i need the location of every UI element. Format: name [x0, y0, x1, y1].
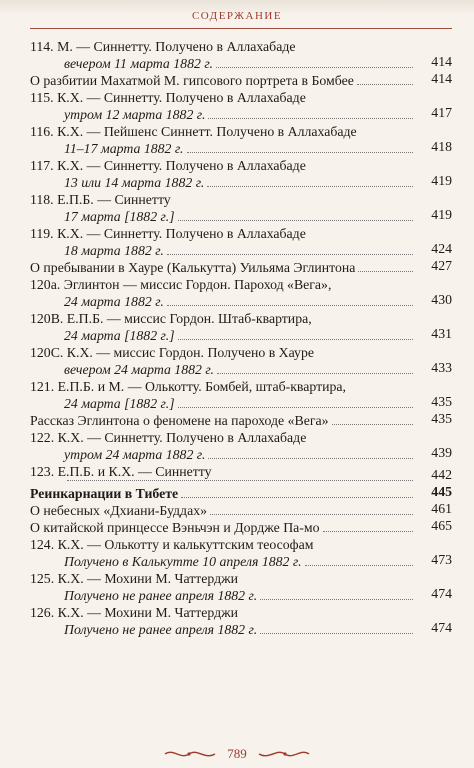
dot-leader	[181, 497, 413, 498]
entry-page-number: 439	[431, 445, 452, 460]
entry-text: Получено не ранее апреля 1882 г.	[64, 588, 258, 603]
entry-page-number: 414	[431, 71, 452, 86]
dot-leader	[358, 271, 413, 272]
entry-text: Получено не ранее апреля 1882 г.	[64, 622, 258, 637]
dot-leader	[305, 565, 413, 566]
dot-leader	[178, 339, 413, 340]
entry-text: 117. К.Х. — Синнетту. Получено в Аллахабаде	[30, 158, 306, 173]
entry-page-number: 414	[431, 54, 452, 69]
toc-entry	[30, 123, 452, 157]
entry-page-number: 424	[431, 241, 452, 256]
running-header: СОДЕРЖАНИЕ	[191, 10, 283, 22]
dot-leader	[208, 458, 413, 459]
entry-page-number: 435	[431, 411, 452, 426]
entry-text: вечером 11 марта 1882 г.	[64, 56, 213, 71]
entry-text: О китайской принцессе Вэньчэн и Дордже Па-мо	[30, 520, 320, 535]
entry-text: вечером 24 марта 1882 г.	[64, 362, 215, 377]
toc-entry	[30, 89, 452, 123]
dot-leader	[210, 514, 413, 515]
entry-page-number: 474	[431, 586, 452, 601]
toc-entry	[30, 485, 452, 502]
toc-entry	[30, 259, 452, 276]
page-footer	[0, 746, 474, 762]
entry-text: 123. Е.П.Б. и К.Х. — Синнетту	[30, 464, 212, 479]
dot-leader	[217, 373, 413, 374]
entry-text: Реинкарнации в Тибете	[30, 486, 179, 501]
dot-leader	[323, 531, 413, 532]
toc-entry	[30, 604, 452, 638]
entry-page-number: 445	[431, 484, 452, 499]
entry-text: 118. Е.П.Б. — Синнетту	[30, 192, 171, 207]
toc-entry	[30, 570, 452, 604]
header-rule	[30, 28, 452, 29]
dot-leader	[216, 67, 413, 68]
dot-leader	[332, 424, 413, 425]
toc-entry	[30, 310, 452, 344]
toc-entry	[30, 191, 452, 225]
entry-page-number: 433	[431, 360, 452, 375]
dot-leader	[260, 599, 413, 600]
entry-page-number: 418	[431, 139, 452, 154]
toc-entry	[30, 225, 452, 259]
entry-page-number: 465	[431, 518, 452, 533]
toc-entry	[30, 72, 452, 89]
entry-text: 11–17 марта 1882 г.	[64, 141, 184, 156]
entry-page-number: 417	[431, 105, 452, 120]
entry-text: О небесных «Дхиани-Буддах»	[30, 503, 207, 518]
toc-entry	[30, 502, 452, 519]
entry-text: 116. К.Х. — Пейшенс Синнетт. Получено в Аллахабаде	[30, 124, 357, 139]
toc-entry	[30, 429, 452, 463]
page-number: 789	[227, 746, 247, 761]
entry-text: 18 марта 1882 г.	[64, 243, 164, 258]
entry-text: Рассказ Эглинтона о феномене на пароходе «Вега»	[30, 413, 329, 428]
entry-page-number: 442	[431, 467, 452, 482]
toc-entry	[30, 344, 452, 378]
entry-text: 119. К.Х. — Синнетту. Получено в Аллахабаде	[30, 226, 306, 241]
entry-text: 17 марта [1882 г.]	[64, 209, 175, 224]
entry-page-number: 461	[431, 501, 452, 516]
entry-text: 126. К.Х. — Мохини М. Чаттерджи	[30, 605, 239, 620]
toc-entry	[30, 519, 452, 536]
toc-entry	[30, 412, 452, 429]
entry-text: О разбитии Махатмой М. гипсового портрета в Бомбее	[30, 73, 354, 88]
entry-text: 124. К.Х. — Олькотту и калькуттским теософам	[30, 537, 314, 552]
entry-text: 120a. Эглинтон — миссис Гордон. Пароход «Вега»,	[30, 277, 332, 292]
entry-text: 24 марта [1882 г.]	[64, 396, 175, 411]
dot-leader	[187, 152, 413, 153]
entry-text: 122. К.Х. — Синнетту. Получено в Аллахабаде	[30, 430, 307, 445]
dot-leader	[178, 407, 413, 408]
table-of-contents	[30, 38, 452, 638]
toc-entry	[30, 157, 452, 191]
dot-leader	[67, 480, 413, 481]
entry-page-number: 474	[431, 620, 452, 635]
dot-leader	[207, 186, 413, 187]
entry-text: Получено в Калькутте 10 апреля 1882 г.	[64, 554, 302, 569]
entry-page-number: 427	[431, 258, 452, 273]
toc-entry	[30, 38, 452, 72]
dot-leader	[167, 254, 413, 255]
entry-text: 115. К.Х. — Синнетту. Получено в Аллахабаде	[30, 90, 306, 105]
entry-page-number: 435	[431, 394, 452, 409]
toc-entry	[30, 536, 452, 570]
entry-text: 120B. Е.П.Б. — миссис Гордон. Штаб-квартира,	[30, 311, 312, 326]
entry-page-number: 430	[431, 292, 452, 307]
entry-page-number: 419	[431, 173, 452, 188]
toc-entry	[30, 463, 452, 485]
toc-entry	[30, 378, 452, 412]
left-ornament-icon	[163, 748, 217, 760]
entry-page-number: 419	[431, 207, 452, 222]
toc-entry	[30, 276, 452, 310]
entry-text: утром 24 марта 1882 г.	[64, 447, 206, 462]
right-ornament-icon	[257, 748, 311, 760]
dot-leader	[167, 305, 413, 306]
entry-text: утром 12 марта 1882 г.	[64, 107, 206, 122]
entry-text: 114. М. — Синнетту. Получено в Аллахабаде	[30, 39, 296, 54]
entry-text: 13 или 14 марта 1882 г.	[64, 175, 205, 190]
entry-text: 120C. К.Х. — миссис Гордон. Получено в Хауре	[30, 345, 314, 360]
dot-leader	[260, 633, 413, 634]
dot-leader	[208, 118, 413, 119]
entry-text: 24 марта [1882 г.]	[64, 328, 175, 343]
entry-text: 24 марта 1882 г.	[64, 294, 164, 309]
entry-page-number: 431	[431, 326, 452, 341]
dot-leader	[178, 220, 413, 221]
dot-leader	[357, 84, 413, 85]
entry-page-number: 473	[431, 552, 452, 567]
entry-text: О пребывании в Хауре (Калькутта) Уильяма Эглинтона	[30, 260, 356, 275]
entry-text: 121. Е.П.Б. и М. — Олькотту. Бомбей, штаб-квартира,	[30, 379, 346, 394]
entry-text: 125. К.Х. — Мохини М. Чаттерджи	[30, 571, 239, 586]
